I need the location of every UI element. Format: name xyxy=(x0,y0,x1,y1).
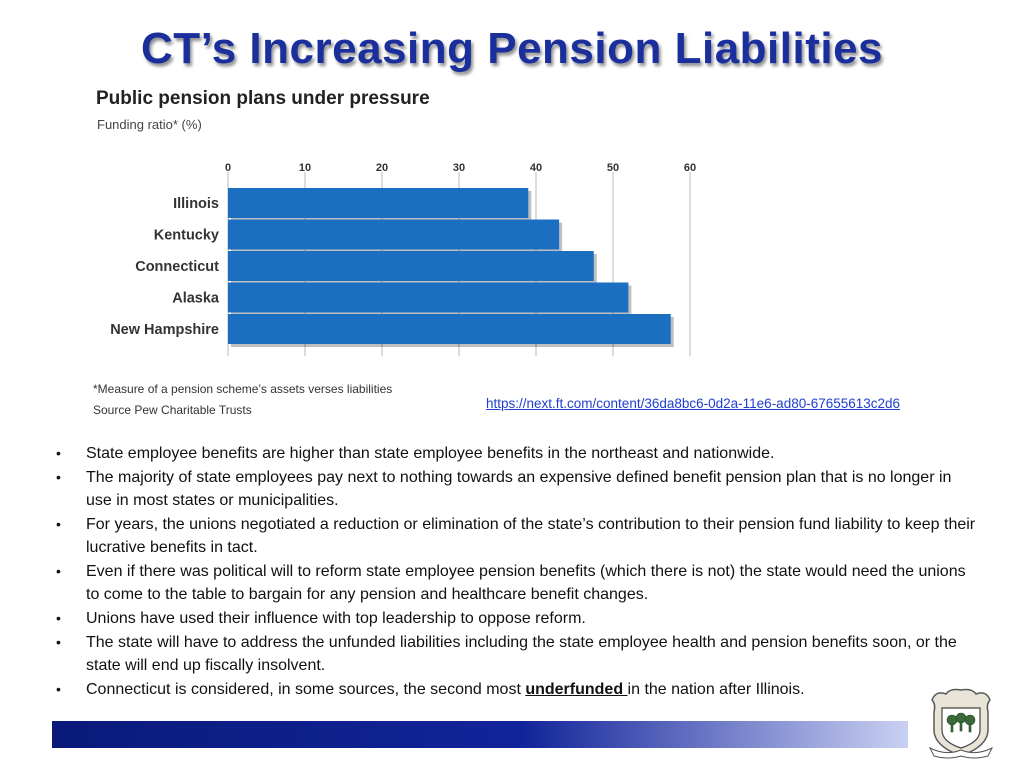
bullet-text xyxy=(86,681,805,698)
bar xyxy=(228,283,628,313)
bullet-icon: • xyxy=(56,681,61,697)
bullet-text: Even if there was political will to reform state employee pension benefits (which there is not) the state would need the unions to come to the table to bargain for any pension and healthcare benefit changes. xyxy=(86,563,966,603)
bullet-list xyxy=(56,442,976,702)
footer-band xyxy=(52,721,908,748)
bar xyxy=(228,220,559,250)
bullet-item xyxy=(56,442,976,465)
category-label: Connecticut xyxy=(135,259,219,275)
category-label: Alaska xyxy=(172,290,219,307)
connecticut-seal-icon xyxy=(926,686,996,760)
bar-chart xyxy=(0,150,740,365)
x-tick-label: 30 xyxy=(452,162,466,174)
bullet-item xyxy=(56,631,976,677)
bullet-icon: • xyxy=(56,445,61,461)
chart-title: Public pension plans under pressure xyxy=(96,88,430,109)
underfunded-emphasis: underfunded xyxy=(525,681,628,698)
x-tick-label: 0 xyxy=(224,162,232,174)
bullet-icon: • xyxy=(56,563,61,579)
x-tick-label: 50 xyxy=(606,162,620,174)
bar xyxy=(228,251,594,281)
bullet-text: The state will have to address the unfunded liabilities including the state employee health and pension benefits soon, or the state will end up fiscally insolvent. xyxy=(86,634,957,674)
bullet-icon: • xyxy=(56,634,61,650)
bullet-icon: • xyxy=(56,469,61,485)
bullet-item xyxy=(56,466,976,512)
bullet-item xyxy=(56,607,976,630)
bullet-item xyxy=(56,560,976,606)
bullet-text: State employee benefits are higher than state employee benefits in the northeast and nationwide. xyxy=(86,445,775,462)
bar xyxy=(228,314,671,344)
bullet-icon: • xyxy=(56,516,61,532)
x-tick-label: 20 xyxy=(375,162,389,174)
bullet-text-post: in the nation after Illinois. xyxy=(627,681,805,698)
category-label: Kentucky xyxy=(153,227,219,244)
bullet-icon: • xyxy=(56,610,61,626)
bullet-text-pre: Connecticut is considered, in some sources, the second most xyxy=(86,681,526,698)
chart-subtitle: Funding ratio* (%) xyxy=(97,117,202,132)
bullet-text: The majority of state employees pay next to nothing towards an expensive defined benefit pension plan that is no longer in use in most states or municipalities. xyxy=(86,469,952,509)
bullet-item xyxy=(56,678,976,701)
x-tick-label: 60 xyxy=(683,162,697,174)
chart-source: Source Pew Charitable Trusts xyxy=(93,403,252,417)
bullet-text: Unions have used their influence with top leadership to oppose reform. xyxy=(86,610,586,627)
category-label: Illinois xyxy=(173,196,219,212)
category-label: New Hampshire xyxy=(110,322,219,338)
x-tick-label: 40 xyxy=(529,162,543,174)
bullet-text: For years, the unions negotiated a reduction or elimination of the state’s contribution to their pension fund liability to keep their lucrative benefits in tact. xyxy=(86,516,976,556)
chart-footnote: *Measure of a pension scheme’s assets verses liabilities xyxy=(93,382,393,396)
x-tick-label: 10 xyxy=(298,162,312,174)
slide-title: CT’s Increasing Pension Liabilities xyxy=(140,24,884,73)
bullet-item xyxy=(56,513,976,559)
source-link[interactable]: https://next.ft.com/content/36da8bc6-0d2a-11e6-ad80-67655613c2d6 xyxy=(486,396,901,411)
bar xyxy=(228,188,528,218)
